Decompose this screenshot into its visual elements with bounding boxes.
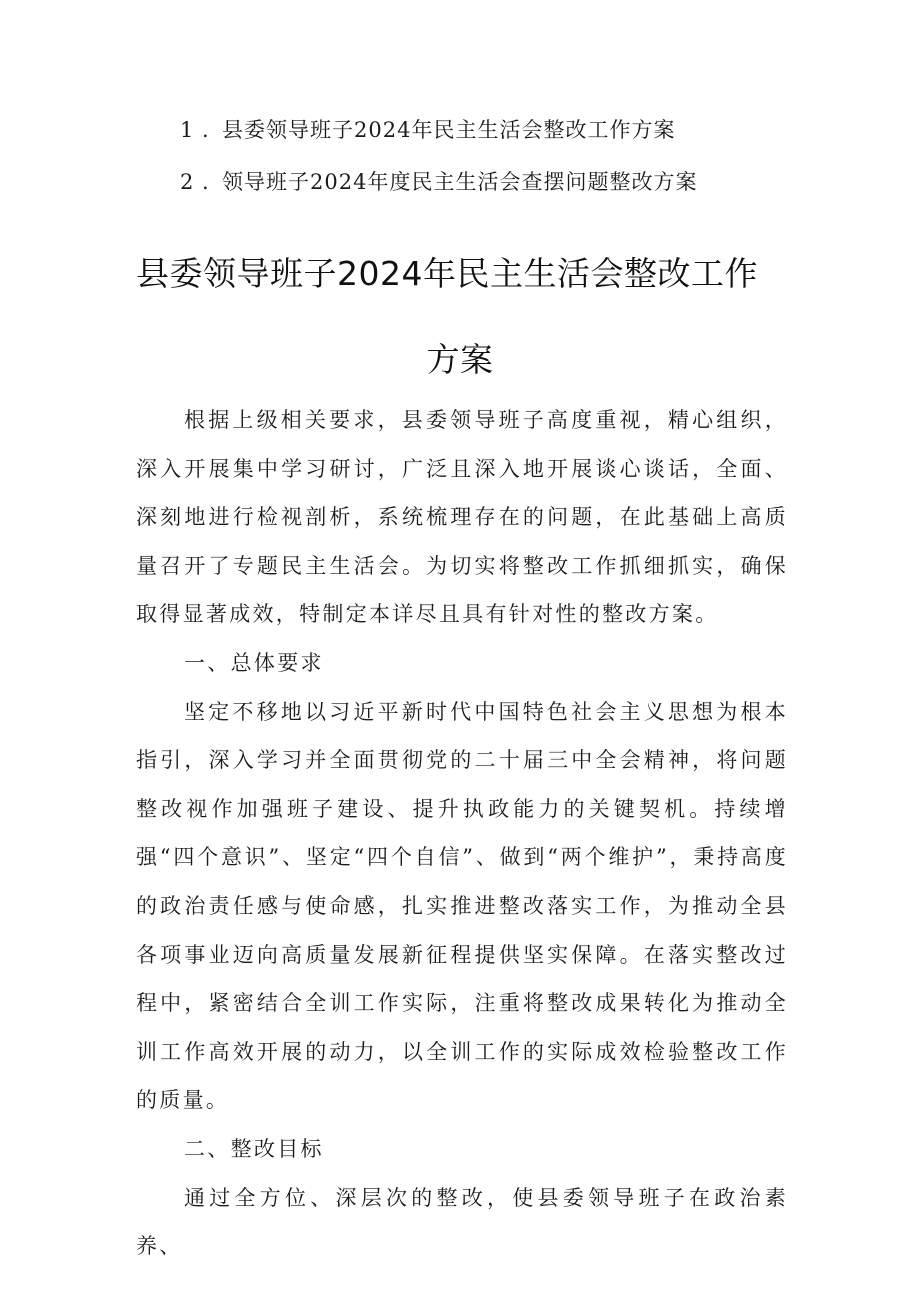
toc-item-text: 领导班子2024年度民主生活会查摆问题整改方案	[222, 170, 698, 194]
toc-item-number: 2 .	[180, 170, 210, 194]
body-paragraph: 坚定不移地以习近平新时代中国特色社会主义思想为根本指引，深入学习并全面贯彻党的二十届三中全会精神，将问题整改视作加强班子建设、提升执政能力的关键契机。持续增强“四个意识”、坚定“四个自信”、做到“两个维护”，秉持高度的政治责任感与使命感，扎实推进整改落实工作，为推动全县各项事业迈向高质量发展新征程提供坚实保障。在落实整改过程中，紧密结合全训工作实际，注重将整改成果转化为推动全训工作高效开展的动力，以全训工作的实际成效检验整改工作的质量。	[136, 699, 788, 1113]
toc-item[interactable]	[180, 156, 820, 208]
document-body	[136, 396, 788, 1271]
body-paragraph: 通过全方位、深层次的整改，使县委领导班子在政治素养、	[136, 1185, 788, 1259]
document-title-line-2: 方案	[426, 340, 494, 379]
toc-item-number: 1 .	[180, 118, 210, 142]
document-title-line-1: 县委领导班子2024年民主生活会整改工作	[136, 254, 758, 293]
section-heading: 二、整改目标	[184, 1136, 324, 1161]
table-of-contents	[180, 104, 820, 208]
toc-item-text: 县委领导班子2024年民主生活会整改工作方案	[222, 118, 676, 142]
toc-item[interactable]	[180, 104, 820, 156]
intro-paragraph: 根据上级相关要求，县委领导班子高度重视，精心组织，深入开展集中学习研讨，广泛且深入地开展谈心谈话，全面、深刻地进行检视剖析，系统梳理存在的问题，在此基础上高质量召开了专题民主生活会。为切实将整改工作抓细抓实，确保取得显著成效，特制定本详尽且具有针对性的整改方案。	[136, 408, 788, 627]
section-heading: 一、总体要求	[184, 650, 324, 675]
